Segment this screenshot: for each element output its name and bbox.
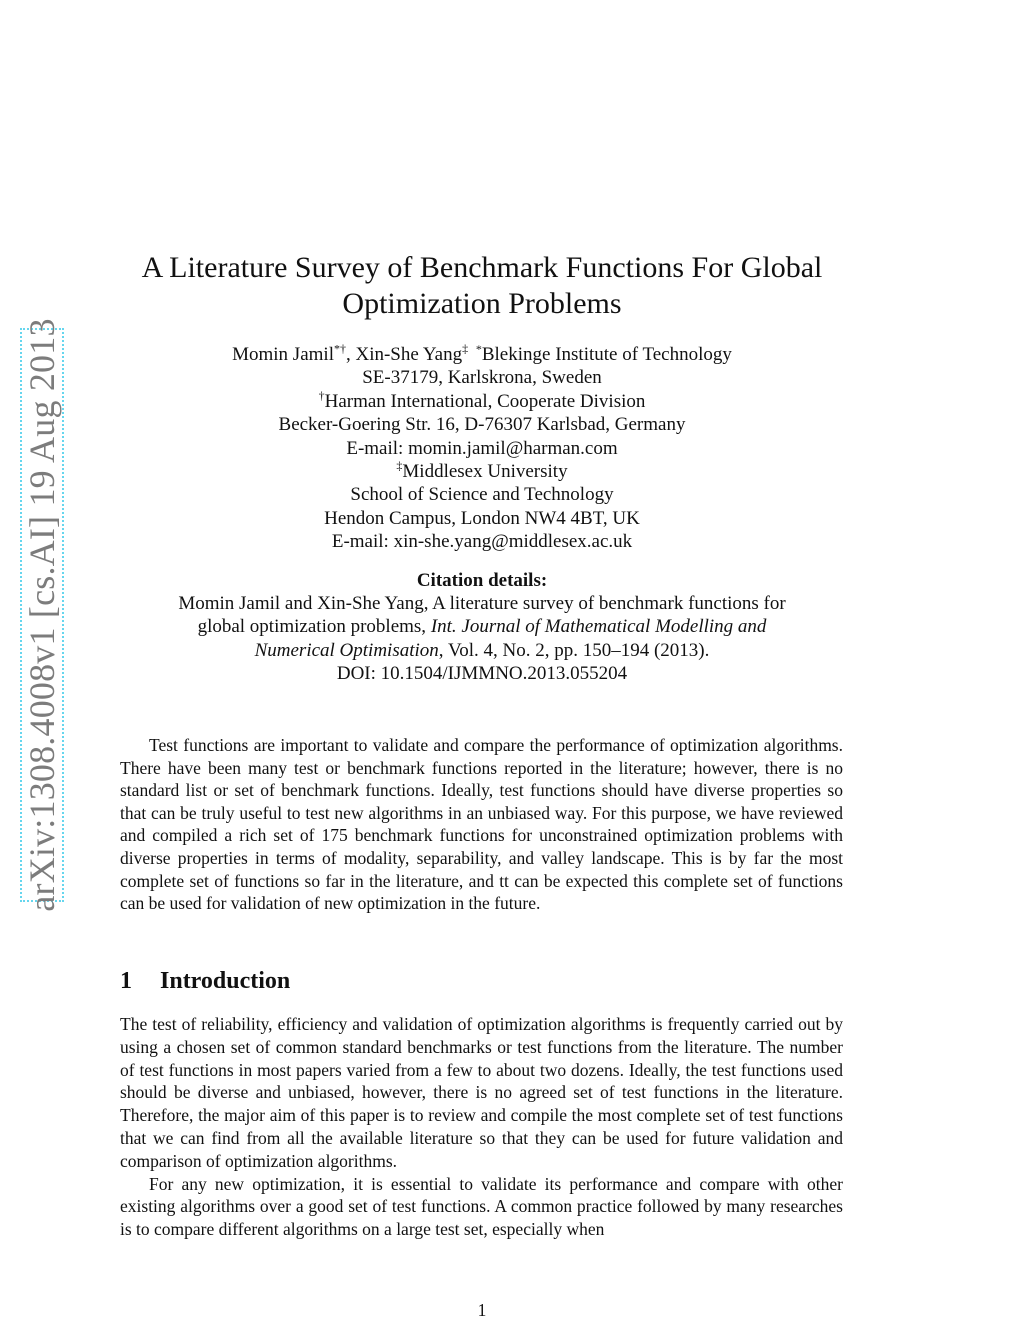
journal-name-part-1: Int. Journal of Mathematical Modelling and bbox=[430, 616, 767, 638]
citation-heading: Citation details: bbox=[416, 570, 548, 591]
page-number: 1 bbox=[477, 1300, 487, 1320]
affiliation-3-mark: ‡ bbox=[396, 458, 403, 473]
citation-line-2-text: global optimization problems, bbox=[197, 616, 431, 638]
arxiv-stamp bbox=[22, 318, 62, 912]
journal-name-part-2: Numerical Optimisation bbox=[254, 639, 439, 661]
author-block bbox=[120, 343, 844, 554]
intro-paragraph-2: For any new optimization, it is essential to validate its performance and compare with other existing algorithms over a good set of test functions. A common practice followed by many researches is to compare different algorithms on a large test set, especially when bbox=[120, 1173, 843, 1240]
citation-line-3 bbox=[120, 639, 844, 662]
title-line-1: A Literature Survey of Benchmark Functions For Global bbox=[141, 251, 823, 284]
introduction-body bbox=[120, 1013, 843, 1241]
affiliation-1-name: Blekinge Institute of Technology bbox=[481, 344, 732, 365]
affiliation-3-email: E-mail: xin-she.yang@middlesex.ac.uk bbox=[331, 531, 633, 553]
citation-line-1: Momin Jamil and Xin-She Yang, A literature survey of benchmark functions for bbox=[178, 593, 786, 615]
affiliation-3-name: Middlesex University bbox=[402, 461, 568, 483]
section-title: Introduction bbox=[160, 968, 291, 994]
abstract: Test functions are important to validate and compare the performance of optimization algorithms. There have been many test or benchmark functions reported in the literature; however, there is no standard list or set of benchmark functions. Ideally, test functions should have diverse properties so that can be truly useful to test new algorithms in an unbiased way. For this purpose, we have reviewed and compiled a rich set of 175 benchmark functions for unconstrained optimization problems with diverse properties in terms of modality, separability, and valley landscape. This is by far the most complete set of functions so far in the literature, and tt can be expected this complete set of functions can be used for validation of new optimization in the future. bbox=[120, 735, 843, 914]
affiliation-2-address: Becker-Goering Str. 16, D-76307 Karlsbad, Germany bbox=[278, 414, 686, 436]
author-1: Momin Jamil bbox=[232, 344, 334, 365]
author-1-marks: *† bbox=[333, 341, 346, 356]
intro-paragraph-1: The test of reliability, efficiency and validation of optimization algorithms is frequently carried out by using a chosen set of common standard benchmarks or test functions from the literature. The number of test functions in most papers varied from a few to about two dozens. Ideally, the test functions used should be diverse and unbiased, however, there is no agreed set of test functions in the literature. Therefore, the major aim of this paper is to review and compile the most complete set of test functions that we can find from all the available literature so that they can be used for future validation and comparison of optimization algorithms. bbox=[120, 1014, 843, 1171]
affiliation-2-name: Harman International, Cooperate Division bbox=[324, 390, 646, 412]
paper-title bbox=[120, 250, 844, 322]
affiliation-3-department: School of Science and Technology bbox=[350, 484, 614, 506]
affiliation-2-line bbox=[120, 390, 844, 413]
section-heading bbox=[120, 966, 290, 996]
affiliation-2-email: E-mail: momin.jamil@harman.com bbox=[346, 437, 618, 459]
citation-doi: DOI: 10.1504/IJMMNO.2013.055204 bbox=[336, 662, 628, 684]
affiliation-2-mark: † bbox=[318, 388, 325, 403]
affiliation-3-line bbox=[120, 460, 844, 483]
affiliation-1-address: SE-37179, Karlskrona, Sweden bbox=[362, 367, 602, 389]
affiliation-3-address: Hendon Campus, London NW4 4BT, UK bbox=[324, 507, 640, 529]
citation-volume-pages: , Vol. 4, No. 2, pp. 150–194 (2013). bbox=[438, 639, 710, 661]
arxiv-identifier: arXiv:1308.4008v1 [cs.AI] 19 Aug 2013 bbox=[22, 318, 62, 912]
title-line-2: Optimization Problems bbox=[342, 287, 622, 320]
author-2-mark: ‡ bbox=[462, 341, 469, 356]
author-2: Xin-She Yang bbox=[355, 344, 463, 365]
section-number: 1 bbox=[120, 968, 132, 994]
author-separator: , bbox=[345, 344, 356, 365]
author-line bbox=[120, 343, 844, 366]
affiliation-1-mark: * bbox=[475, 341, 482, 356]
citation-block bbox=[120, 569, 844, 685]
citation-line-2 bbox=[120, 615, 844, 638]
